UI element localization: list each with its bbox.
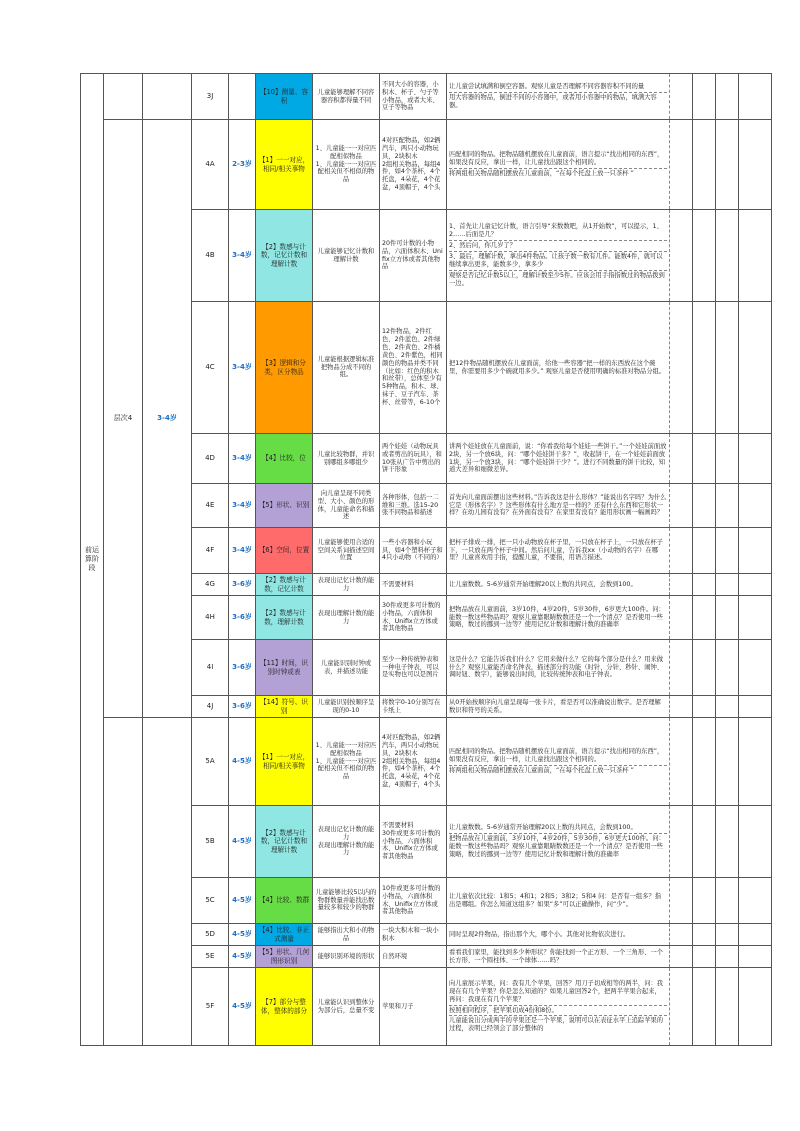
item-code: 4I xyxy=(192,640,229,696)
eval-cell xyxy=(739,968,772,1046)
activity-cell xyxy=(447,924,670,946)
eval-cell xyxy=(693,484,716,528)
item-age: 3-4岁 xyxy=(229,528,256,574)
stage-cell: 前运算阶段 xyxy=(81,74,104,1046)
eval-cell xyxy=(739,302,772,434)
eval-cell xyxy=(670,528,693,574)
item-age: 3-6岁 xyxy=(229,596,256,640)
eval-cell xyxy=(716,924,739,946)
eval-cell xyxy=(739,946,772,968)
eval-cell xyxy=(716,968,739,1046)
activity-cell xyxy=(447,528,670,574)
activity-line: 把杯子排成一排，把一只小动物放在杯子里，一只放在杯子上，一只放在杯子下，一只放在两个杯子中间。然后问儿童，告诉我xx（小动物的名字）在哪里？儿童喜欢用手指，提醒儿童，不要指，用语言描述。 xyxy=(449,538,664,562)
eval-cell xyxy=(693,946,716,968)
item-code: 4G xyxy=(192,574,229,596)
activity-line: 匹配相同的物品。把物品随机摆放在儿童面前，语言提示“找出相同的东西”，如果没有反应，拿出一样，让儿童找出跟这个相同的。 xyxy=(449,747,667,766)
eval-cell xyxy=(670,596,693,640)
activity-line: 1、首先让儿童记忆计数，语言引导“来数数吧，从1开始数”，可以提示，1、2……后面是几？ xyxy=(449,222,667,241)
item-code: 4C xyxy=(192,302,229,434)
materials-cell: 20件可计数的小物品，六面体积木、Unifix立方体或者其他物品 xyxy=(380,210,447,302)
eval-cell xyxy=(716,696,739,718)
activity-cell xyxy=(447,878,670,924)
activity-cell xyxy=(447,484,670,528)
activity-line: 2、然后问，你几岁了？ xyxy=(449,241,667,252)
materials-cell: 苹果和刀子 xyxy=(380,968,447,1046)
eval-cell xyxy=(670,210,693,302)
materials-cell: 一块大积木和一块小积木 xyxy=(380,924,447,946)
materials-cell: 12件物品，2件红色、2件蓝色、2件绿色、2件黄色、2件橘黄色、2件紫色，相同颜色的物品并类不同（比如：红色的积木和丝带），总体至少有5种物品，积木、球、袜子、豆子汽车、茶杯、丝带等，6-10个 xyxy=(380,302,447,434)
activity-line: 讲两个娃娃放在儿童面前，说：“你看我给每个娃娃一些饼干。”一个娃娃前面放2块，另一个放6块，问：“哪个娃娃饼干多？”，收起饼干，在一个娃娃前面放1块，另一个放3块，问：“哪个娃娃饼干少？”。进行不同数量的饼干比较，知道大差异和细微差异。 xyxy=(449,442,667,474)
item-age xyxy=(229,74,256,120)
eval-cell xyxy=(739,434,772,484)
eval-cell xyxy=(716,640,739,696)
category-cell: 【1】一一对应，相同/相关事物 xyxy=(256,718,313,806)
activity-line: 儿童能说出分成两半的苹果还是一个苹果，说明可以在表征水平上追踪苹果的过程，表明已经领会了部分整体的 xyxy=(449,1017,664,1033)
eval-cell xyxy=(739,640,772,696)
item-code: 5E xyxy=(192,946,229,968)
materials-cell: 两个娃娃（动物玩具或者剪出的玩具），和10张从广告中剪出的饼干形象 xyxy=(380,434,447,484)
eval-cell xyxy=(716,528,739,574)
item-age: 4-5岁 xyxy=(229,806,256,878)
eval-cell xyxy=(716,574,739,596)
item-code: 4J xyxy=(192,696,229,718)
eval-cell xyxy=(670,878,693,924)
item-age: 2-3岁 xyxy=(229,120,256,210)
activity-line: 把物品放在儿童面前，3岁10件，4岁20件，5岁30件，6岁更大100件。问：能数一数这些物品吗？观察儿童靠眼睛数数还是一个一个清点？是否使用一些策略，数过的挪到一边等？使用记忆计数和理解计数的准确率 xyxy=(449,835,665,858)
item-age: 4-5岁 xyxy=(229,718,256,806)
item-age: 3-4岁 xyxy=(229,210,256,302)
activity-line: 把12件物品随机摆放在儿童面前，给他一些容器“把一样的东西放在这个碗里，你需要用多少个碗就用多少。” 观察儿童是否使用明确的标准对物品分组。 xyxy=(449,359,666,375)
goal-cell: 儿童能够比较5以内的物群数量并能找出数量较多和较少的物群 xyxy=(313,878,380,924)
item-age: 3-6岁 xyxy=(229,574,256,596)
activity-line: 让儿童依次比较：1和5；4和1；2和5；3和2；5和4 问：是否有一组多？指出是哪组。你怎么知道这组多？如果“多”可以正确操作，问“少”。 xyxy=(449,892,662,908)
goal-cell: 儿童能够记忆计数和理解计数 xyxy=(313,210,380,302)
eval-cell xyxy=(716,596,739,640)
item-code: 5C xyxy=(192,878,229,924)
eval-cell xyxy=(739,120,772,210)
eval-cell xyxy=(739,574,772,596)
level-age-cell xyxy=(143,718,192,1046)
materials-cell: 4对匹配物品，如2辆汽车，两只小动物玩具，2块积木 2组相关物品，每组4件，如4个茶杯，4个托盘，4朵花，4个花盆，4顶帽子，4个头 xyxy=(380,718,447,806)
level-cell: 层次4 xyxy=(104,120,143,718)
goal-cell: 儿童能够使用合适的空间关系词描述空间位置 xyxy=(313,528,380,574)
eval-cell xyxy=(716,120,739,210)
activity-line: 这是什么？它能告诉我们什么？它用来做什么？它的每个部分是什么？用来做什么？观察儿童能否命名钟表，描述部分的功能（时针、分针、秒针、闹钟、调时钮、数字），能够说出时间，比较传统钟表和电子钟表。 xyxy=(449,655,664,679)
category-cell: 【4】比较，位 xyxy=(256,434,313,484)
category-cell: 【10】测量、容积 xyxy=(256,74,313,120)
activity-line: 3、最后，理解计数，拿出4件物品。让孩子数一数有几件。能数4件，就可以继续拿出更多，能数多少，拿多少 xyxy=(449,252,667,271)
item-code: 4F xyxy=(192,528,229,574)
activity-line: 按照相同程序，把苹果切成4份和8份。 xyxy=(449,1006,667,1017)
eval-cell xyxy=(670,946,693,968)
goal-cell: 儿童能认识到整体分为部分后，总量不变 xyxy=(313,968,380,1046)
activity-cell xyxy=(447,946,670,968)
activity-line: 让儿童数数。5-6岁通常开始理解20以上数的共同点，会数到100。 xyxy=(449,823,667,834)
item-code: 3J xyxy=(192,74,229,120)
level-age-cell: 3-4岁 xyxy=(143,120,192,718)
eval-cell xyxy=(670,120,693,210)
category-cell: 【2】数感与计数，记忆计数 xyxy=(256,574,313,596)
item-age: 3-4岁 xyxy=(229,484,256,528)
item-code: 5F xyxy=(192,968,229,1046)
assessment-sheet xyxy=(80,73,720,1046)
level-age-cell xyxy=(143,74,192,120)
eval-cell xyxy=(716,74,739,120)
goal-cell: 能够指出大和小的物品 xyxy=(313,924,380,946)
eval-cell xyxy=(739,878,772,924)
eval-cell xyxy=(693,74,716,120)
goal-cell: 儿童能够理解不同容器容积都得量不同 xyxy=(313,74,380,120)
activity-line: 向儿童展示苹果，问：我有几个苹果，回答？用刀子切成相等的两半，问：我现在有几个苹果？你是怎么知道的？如果儿童回答2个，把两半苹果合起来，再问：我现在有几个苹果？ xyxy=(449,979,667,1006)
materials-cell: 将数字0-10分别写在卡纸上 xyxy=(380,696,447,718)
activity-cell xyxy=(447,696,670,718)
goal-cell: 儿童能识别时钟或表，并描述功能 xyxy=(313,640,380,696)
goal-cell: 儿童比较物群，并识别哪组多哪组少 xyxy=(313,434,380,484)
eval-cell xyxy=(739,718,772,806)
eval-cell xyxy=(739,210,772,302)
eval-cell xyxy=(716,302,739,434)
activity-line: 看看我们家里，能找到多少种形状？你能找到一个正方形、一个三角形、一个长方形、一个圆柱体、一个球体……吗？ xyxy=(449,948,664,964)
item-code: 5B xyxy=(192,806,229,878)
eval-cell xyxy=(693,878,716,924)
eval-cell xyxy=(670,718,693,806)
activity-cell xyxy=(447,74,670,120)
eval-cell xyxy=(693,924,716,946)
eval-cell xyxy=(670,74,693,120)
activity-cell xyxy=(447,640,670,696)
table-row xyxy=(81,718,772,806)
activity-cell xyxy=(447,806,670,878)
category-cell: 【6】空间，位置 xyxy=(256,528,313,574)
eval-cell xyxy=(739,924,772,946)
activity-line: 观察是否记忆计数5以上，理解计数至少5件。应该会用手指指数过的物品拨到一边。 xyxy=(449,271,665,287)
activity-cell xyxy=(447,718,670,806)
category-cell: 【5】形状、识别 xyxy=(256,484,313,528)
eval-cell xyxy=(716,718,739,806)
materials-cell: 各种形体，包括一二维和三维。选15-20张不同物品和描述 xyxy=(380,484,447,528)
eval-cell xyxy=(693,210,716,302)
item-code: 5A xyxy=(192,718,229,806)
item-code: 4A xyxy=(192,120,229,210)
eval-cell xyxy=(693,574,716,596)
item-age: 4-5岁 xyxy=(229,946,256,968)
item-code: 4D xyxy=(192,434,229,484)
item-age: 4-5岁 xyxy=(229,878,256,924)
goal-cell: 表现出记忆计数的能力 表现出理解计数的能力 xyxy=(313,806,380,878)
materials-cell: 30件或更多可计数的小物品，六面体积木、Unifix立方体或者其他物品 xyxy=(380,596,447,640)
materials-cell: 不需要材料 xyxy=(380,574,447,596)
eval-cell xyxy=(716,946,739,968)
eval-cell xyxy=(693,120,716,210)
activity-cell xyxy=(447,302,670,434)
eval-cell xyxy=(739,74,772,120)
item-age: 4-5岁 xyxy=(229,968,256,1046)
item-code: 5D xyxy=(192,924,229,946)
goal-cell: 1、儿童能一一对应匹配相似物品 1、儿童能一一对应匹配相关但不相似的物品 xyxy=(313,718,380,806)
activity-cell xyxy=(447,120,670,210)
category-cell: 【14】符号、识别 xyxy=(256,696,313,718)
category-cell: 【2】数感与计数，记忆计数和理解计数 xyxy=(256,210,313,302)
item-age: 3-6岁 xyxy=(229,640,256,696)
activity-line: 让儿童尝试填满和倒空容器。观察儿童是否理解不同容器容积不同的量 xyxy=(449,82,667,93)
activity-line: 用大容器的物品，倒进不同的小容器中，或者用小容器中的物品，填满大容器。 xyxy=(449,94,657,109)
goal-cell: 表现出记忆计数的能力 xyxy=(313,574,380,596)
eval-cell xyxy=(693,528,716,574)
materials-cell: 10件或更多可计数的小物品，六面体积木、Unifix立方体或者其他物品 xyxy=(380,878,447,924)
category-cell: 【11】时间，识别时钟或表 xyxy=(256,640,313,696)
eval-cell xyxy=(693,968,716,1046)
eval-cell xyxy=(693,806,716,878)
category-cell: 【5】形状、几何图形识别 xyxy=(256,946,313,968)
activity-cell xyxy=(447,434,670,484)
activity-line: 把物品放在儿童面前，3岁10件，4岁20件，5岁30件，6岁更大100件。问：能数一数这些物品吗？观察儿童靠眼睛数数还是一个一个清点？是否使用一些策略，数过的挪到一边等？使用记忆计数和理解计数的准确率 xyxy=(449,605,665,629)
eval-cell xyxy=(670,924,693,946)
item-code: 4H xyxy=(192,596,229,640)
eval-cell xyxy=(670,302,693,434)
eval-cell xyxy=(739,528,772,574)
eval-cell xyxy=(670,806,693,878)
category-cell: 【2】数感与计数，记忆计数和理解计数 xyxy=(256,806,313,878)
item-age: 3-4岁 xyxy=(229,434,256,484)
item-code: 4E xyxy=(192,484,229,528)
eval-cell xyxy=(693,696,716,718)
goal-cell: 儿童能识别按顺序呈现的0-10 xyxy=(313,696,380,718)
eval-cell xyxy=(693,596,716,640)
level-cell xyxy=(104,718,143,1046)
item-code: 4B xyxy=(192,210,229,302)
table-row xyxy=(81,120,772,210)
goal-cell: 表现出理解计数的能力 xyxy=(313,596,380,640)
eval-cell xyxy=(716,878,739,924)
materials-cell: 至少一种传统钟表和一种电子钟表，可以是实物也可以是图片 xyxy=(380,640,447,696)
eval-cell xyxy=(739,484,772,528)
materials-cell: 一些小容器和小玩具，如4个塑料杯子和4只小动物（不同的） xyxy=(380,528,447,574)
category-cell: 【7】部分与整体，整体的部分 xyxy=(256,968,313,1046)
materials-cell: 不需要材料 30件或更多可计数的小物品，六面体积木、Unifix立方体或者其他物品 xyxy=(380,806,447,878)
assessment-table xyxy=(80,73,772,1046)
item-age: 4-5岁 xyxy=(229,924,256,946)
goal-cell: 能够识别环境的形状 xyxy=(313,946,380,968)
activity-cell xyxy=(447,574,670,596)
activity-line: 将两组相关物品随机摆放在儿童面前，“在每个托盘上放一只茶杯 ” xyxy=(449,169,634,177)
activity-cell xyxy=(447,210,670,302)
eval-cell xyxy=(716,806,739,878)
goal-cell: 向儿童呈现不同类型、大小、颜色的形体，儿童能命名和描述 xyxy=(313,484,380,528)
activity-cell xyxy=(447,596,670,640)
eval-cell xyxy=(670,434,693,484)
eval-cell xyxy=(693,718,716,806)
eval-cell xyxy=(716,210,739,302)
activity-line: 匹配相同的物品。把物品随机摆放在儿童面前，语言提示“找出相同的东西”，如果没有反应，拿出一样，让儿童找出跟这个相同的。 xyxy=(449,150,667,169)
materials-cell: 自然环境 xyxy=(380,946,447,968)
eval-cell xyxy=(739,596,772,640)
table-row xyxy=(81,74,772,120)
eval-cell xyxy=(670,968,693,1046)
category-cell: 【2】数感与计数，理解计数 xyxy=(256,596,313,640)
goal-cell: 儿童能根据逻辑标准把物品分成不同的组。 xyxy=(313,302,380,434)
eval-cell xyxy=(716,434,739,484)
level-cell xyxy=(104,74,143,120)
eval-cell xyxy=(693,302,716,434)
category-cell: 【4】比较、数群 xyxy=(256,878,313,924)
category-cell: 【3】逻辑和分类，区分物品 xyxy=(256,302,313,434)
activity-line: 从0开始按顺序向儿童呈现每一张卡片，看是否可以准确说出数字。是否理解数识和符号的关系。 xyxy=(449,698,661,714)
eval-cell xyxy=(670,484,693,528)
activity-line: 让儿童数数。5-6岁通常开始理解20以上数的共同点，会数到100。 xyxy=(449,580,637,588)
eval-cell xyxy=(693,640,716,696)
eval-cell xyxy=(739,806,772,878)
eval-cell xyxy=(739,696,772,718)
activity-line: 首先向儿童面前摆出这些材料。”告诉我这是什么形体？”能说出名字吗？为什么它是（形体名字）？这些形体有什么地方是一样的？还有什么东西和它形状一样？在幼儿园有没有？在外面有没有？在家里有没有？能用形状画一幅画吗？ xyxy=(449,493,667,517)
item-age: 3-6岁 xyxy=(229,696,256,718)
activity-line: 同时呈现2件物品，指出那个大，哪个小。其他对比物依次进行。 xyxy=(449,930,630,938)
materials-cell: 不同大小的容器，小积木、杯子、勺子等小物品，或者大米、豆子等物品 xyxy=(380,74,447,120)
eval-cell xyxy=(670,640,693,696)
materials-cell: 4对匹配物品，如2辆汽车，两只小动物玩具，2块积木 2组相关物品，每组4件，如4个茶杯，4个托盘，4朵花，4个花盆，4顶帽子，4个头 xyxy=(380,120,447,210)
category-cell: 【4】比较、非正式测量 xyxy=(256,924,313,946)
category-cell: 【1】一一对应，相同/相关事物 xyxy=(256,120,313,210)
activity-line: 将两组相关物品随机摆放在儿童面前，“在每个托盘上放一只茶杯 ” xyxy=(449,766,634,774)
activity-cell xyxy=(447,968,670,1046)
goal-cell: 1、儿童能一一对应匹配相似物品 1、儿童能一一对应匹配相关但不相似的物品 xyxy=(313,120,380,210)
item-age: 3-4岁 xyxy=(229,302,256,434)
eval-cell xyxy=(670,574,693,596)
eval-cell xyxy=(670,696,693,718)
eval-cell xyxy=(716,484,739,528)
eval-cell xyxy=(693,434,716,484)
